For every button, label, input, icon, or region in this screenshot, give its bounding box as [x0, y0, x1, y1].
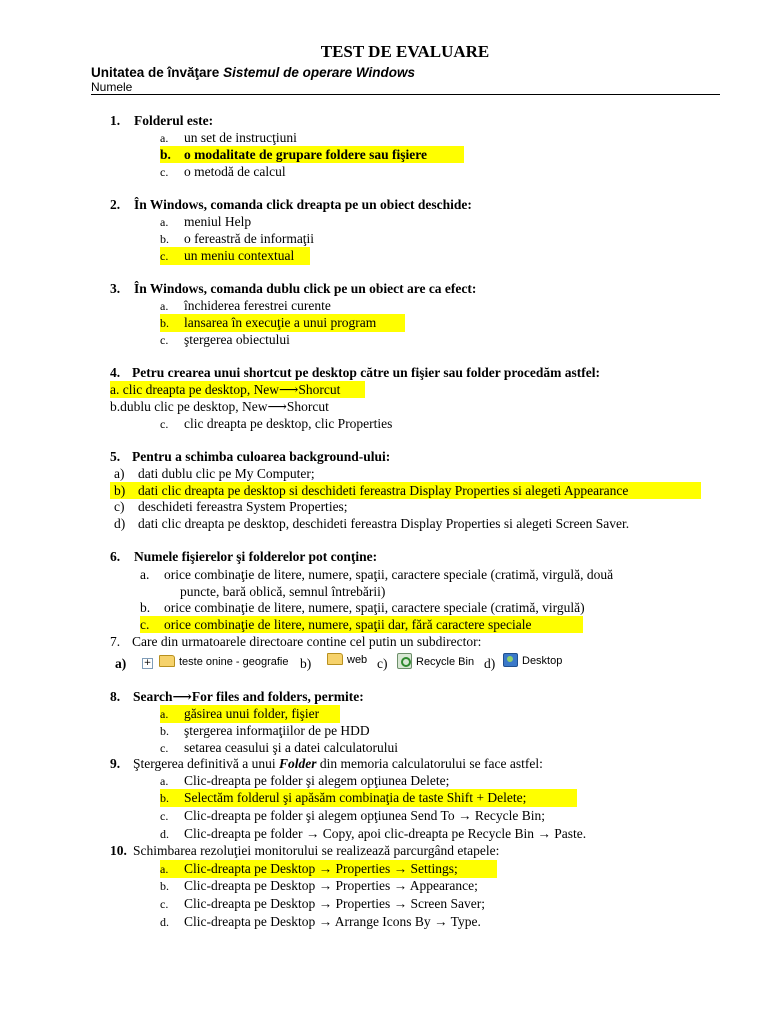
q1-option-a[interactable]: a. un set de instrucţiuni	[160, 130, 297, 145]
desktop-icon	[503, 653, 518, 667]
q10-option-b[interactable]: b. Clic-dreapta pe Desktop → Properties → Appearance;	[160, 878, 478, 893]
q9-option-c[interactable]: c. Clic-dreapta pe folder şi alegem opţiunea Send To → Recycle Bin;	[160, 808, 545, 823]
q3-option-b[interactable]: b. lansarea în execuţie a unui program	[160, 314, 405, 332]
q7-option-c[interactable]: Recycle Bin	[397, 652, 474, 671]
q7-option-d[interactable]: Desktop	[503, 651, 562, 670]
q5-option-a[interactable]: a) dati dublu clic pe My Computer;	[114, 466, 315, 481]
q6-option-c[interactable]: c. orice combinaţie de litere, numere, spaţii dar, fără caractere speciale	[140, 616, 583, 633]
q2-option-c[interactable]: c. un meniu contextual	[160, 247, 310, 265]
q8-option-c[interactable]: c. setarea ceasului şi a datei calculatorului	[160, 740, 399, 755]
q5-option-d[interactable]: d) dati clic dreapta pe desktop, deschideti fereastra Display Properties si alegeti Screen Saver.	[114, 516, 630, 531]
q7-option-b-label: b)	[300, 656, 312, 671]
q1-option-b[interactable]: b. o modalitate de grupare foldere sau fişiere	[160, 146, 464, 163]
page-title: TEST DE EVALUARE	[320, 42, 490, 61]
q7-option-d-label: d)	[484, 656, 496, 671]
q6-option-a-continued: puncte, bară oblică, semnul întrebării)	[180, 584, 386, 599]
q10-option-c[interactable]: c. Clic-dreapta pe Desktop → Properties → Screen Saver;	[160, 896, 486, 911]
q7-option-c-label: c)	[377, 656, 388, 671]
unit-name: Sistemul de operare Windows	[223, 65, 415, 80]
q9-option-d[interactable]: d. Clic-dreapta pe folder → Copy, apoi clic-dreapta pe Recycle Bin → Paste.	[160, 826, 587, 841]
q8-option-a[interactable]: a. găsirea unui folder, fişier	[160, 705, 340, 723]
q3-option-a[interactable]: a. închiderea ferestrei curente	[160, 298, 331, 313]
question-6: 6. Numele fişierelor şi folderelor pot conţine:	[110, 549, 378, 564]
q5-option-c[interactable]: c) deschideti fereastra System Properties;	[114, 499, 348, 514]
q4-option-c[interactable]: c. clic dreapta pe desktop, clic Properties	[160, 416, 393, 431]
unit-line	[91, 64, 415, 81]
q8-option-b[interactable]: b. ştergerea informaţiilor de pe HDD	[160, 723, 370, 738]
q1-option-c[interactable]: c. o metodă de calcul	[160, 164, 286, 179]
question-5: 5. Pentru a schimba culoarea background-ului:	[110, 449, 391, 464]
q7-option-b[interactable]: web	[327, 650, 367, 669]
q7-option-a[interactable]: + teste onine - geografie	[143, 656, 289, 668]
folder-icon	[327, 653, 343, 665]
question-number: 1.	[110, 113, 121, 128]
question-2: 2. În Windows, comanda click dreapta pe un obiect deschide:	[110, 197, 472, 212]
question-7: 7. Care din urmatoarele directoare contine cel putin un subdirector:	[110, 634, 482, 649]
q10-option-d[interactable]: d. Clic-dreapta pe Desktop → Arrange Icons By → Type.	[160, 914, 481, 929]
question-text: Folderul este:	[134, 113, 214, 128]
question-4: 4. Petru crearea unui shortcut pe desktop către un fişier sau folder procedăm astfel:	[110, 365, 600, 380]
q7-option-a-label: a)	[115, 656, 127, 671]
q2-option-b[interactable]: b. o fereastră de informaţii	[160, 231, 315, 246]
recycle-bin-icon	[397, 653, 412, 669]
q9-option-b[interactable]: b. Selectăm folderul şi apăsăm combinaţia de taste Shift + Delete;	[160, 789, 577, 807]
question-10: 10. Schimbarea rezoluţiei monitorului se realizează parcurgând etapele:	[110, 843, 500, 858]
q5-option-b[interactable]: b) dati clic dreapta pe desktop si deschideti fereastra Display Properties si alegeti Appearance	[110, 482, 701, 499]
question-3: 3. În Windows, comanda dublu click pe un obiect are ca efect:	[110, 281, 477, 296]
name-label: Numele	[91, 80, 133, 94]
expand-plus-icon: +	[143, 658, 152, 668]
q3-option-c[interactable]: c. ştergerea obiectului	[160, 332, 290, 347]
header-divider	[91, 94, 720, 95]
q2-option-a[interactable]: a. meniul Help	[160, 214, 252, 229]
question-1	[110, 112, 214, 129]
q4-option-b[interactable]: b.dublu clic pe desktop, New⟶Shorcut	[110, 399, 329, 414]
q10-option-a[interactable]: a. Clic-dreapta pe Desktop → Properties → Settings;	[160, 860, 497, 878]
q6-option-b[interactable]: b. orice combinaţie de litere, numere, spaţii, caractere speciale (cratimă, virgulă)	[140, 600, 585, 615]
folder-icon	[159, 655, 175, 667]
q6-option-a[interactable]: a. orice combinaţie de litere, numere, spaţii, caractere speciale (cratimă, virgulă, două	[140, 567, 614, 582]
question-9: 9. Ştergerea definitivă a unui Folder din memoria calculatorului se face astfel:	[110, 756, 543, 771]
question-8: 8. Search⟶For files and folders, permite:	[110, 689, 364, 704]
q4-option-a[interactable]: a. clic dreapta pe desktop, New⟶Shorcut	[110, 381, 365, 398]
unit-prefix: Unitatea de învăţare	[91, 65, 220, 80]
q9-option-a[interactable]: a. Clic-dreapta pe folder şi alegem opţiunea Delete;	[160, 773, 450, 788]
